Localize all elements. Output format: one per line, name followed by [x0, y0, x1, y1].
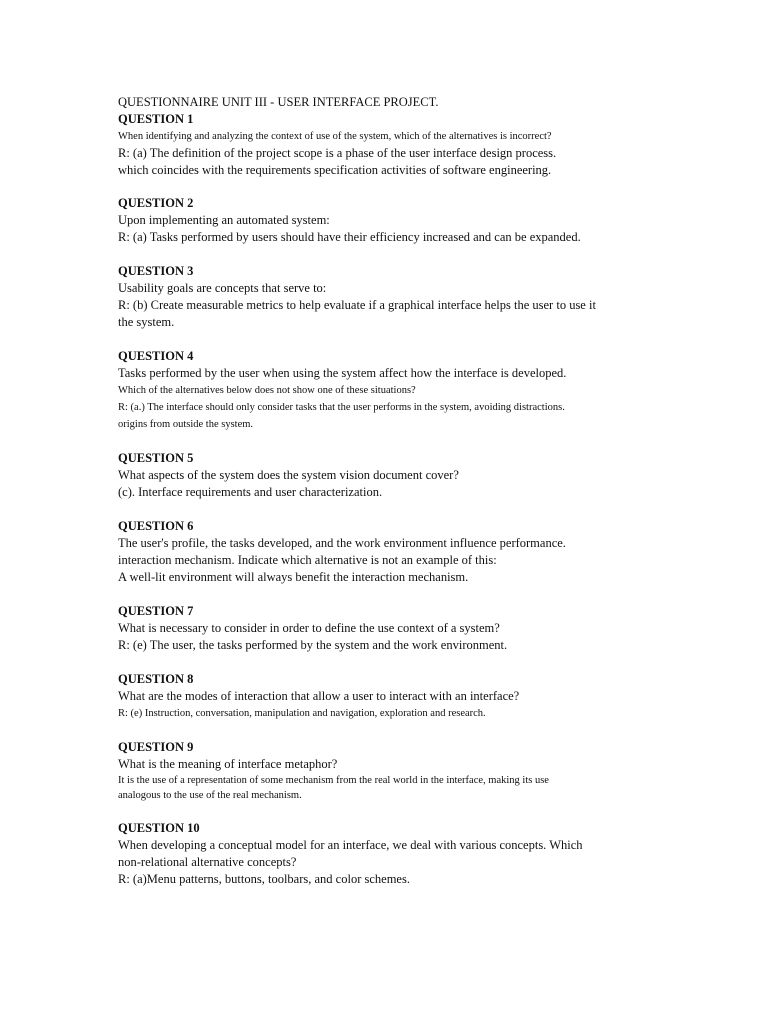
- question-6: [118, 518, 738, 586]
- question-text: What are the modes of interaction that allow a user to interact with an interface?: [118, 689, 520, 703]
- question-1: [118, 111, 738, 179]
- document-page: [118, 94, 738, 905]
- question-text-continued: interaction mechanism. Indicate which alternative is not an example of this:: [118, 553, 497, 567]
- question-2: [118, 195, 738, 246]
- question-text-continued: non-relational alternative concepts?: [118, 855, 297, 869]
- answer-text: R: (a.) The interface should only consider tasks that the user performs in the system, avoiding distractions.: [118, 402, 565, 413]
- question-3: [118, 263, 738, 331]
- answer-text: R: (a) The definition of the project scope is a phase of the user interface design process.: [118, 146, 557, 160]
- question-text: When identifying and analyzing the context of use of the system, which of the alternatives is incorrect?: [118, 131, 552, 142]
- question-heading: QUESTION 6: [118, 519, 194, 533]
- answer-text: R: (e) The user, the tasks performed by the system and the work environment.: [118, 638, 508, 652]
- question-text: What is necessary to consider in order to define the use context of a system?: [118, 621, 500, 635]
- question-text: What aspects of the system does the system vision document cover?: [118, 468, 459, 482]
- question-text: The user's profile, the tasks developed, and the work environment influence performance.: [118, 536, 566, 550]
- answer-text: R: (e) Instruction, conversation, manipulation and navigation, exploration and research.: [118, 708, 486, 719]
- question-text: Upon implementing an automated system:: [118, 213, 330, 227]
- question-5: [118, 450, 738, 501]
- answer-text-continued: origins from outside the system.: [118, 419, 254, 430]
- document-title: QUESTIONNAIRE UNIT III - USER INTERFACE PROJECT.: [118, 95, 439, 109]
- answer-text: R: (b) Create measurable metrics to help evaluate if a graphical interface helps the user to use it: [118, 298, 596, 312]
- answer-text: R: (a) Tasks performed by users should have their efficiency increased and can be expanded.: [118, 230, 581, 244]
- question-heading: QUESTION 9: [118, 740, 194, 754]
- question-10: [118, 820, 738, 888]
- question-heading: QUESTION 8: [118, 672, 194, 686]
- question-text-continued: Which of the alternatives below does not show one of these situations?: [118, 385, 416, 396]
- answer-text: A well-lit environment will always benefit the interaction mechanism.: [118, 570, 469, 584]
- question-heading: QUESTION 1: [118, 112, 194, 126]
- question-9: [118, 739, 738, 803]
- question-4: [118, 348, 738, 433]
- question-text: Usability goals are concepts that serve to:: [118, 281, 327, 295]
- question-heading: QUESTION 5: [118, 451, 194, 465]
- answer-text-continued: the system.: [118, 315, 175, 329]
- question-heading: QUESTION 2: [118, 196, 194, 210]
- question-heading: QUESTION 3: [118, 264, 194, 278]
- question-text: Tasks performed by the user when using the system affect how the interface is developed.: [118, 366, 567, 380]
- question-text: When developing a conceptual model for an interface, we deal with various concepts. Which: [118, 838, 583, 852]
- question-heading: QUESTION 7: [118, 604, 194, 618]
- answer-text-continued: which coincides with the requirements specification activities of software engineering.: [118, 163, 552, 177]
- question-heading: QUESTION 4: [118, 349, 194, 363]
- question-heading: QUESTION 10: [118, 821, 200, 835]
- question-text: What is the meaning of interface metaphor?: [118, 757, 338, 771]
- answer-text-continued: analogous to the use of the real mechanism.: [118, 790, 302, 801]
- answer-text: It is the use of a representation of some mechanism from the real world in the interface, making its use: [118, 775, 549, 786]
- question-8: [118, 671, 738, 722]
- answer-text: (c). Interface requirements and user characterization.: [118, 485, 383, 499]
- answer-text: R: (a)Menu patterns, buttons, toolbars, and color schemes.: [118, 872, 410, 886]
- question-7: [118, 603, 738, 654]
